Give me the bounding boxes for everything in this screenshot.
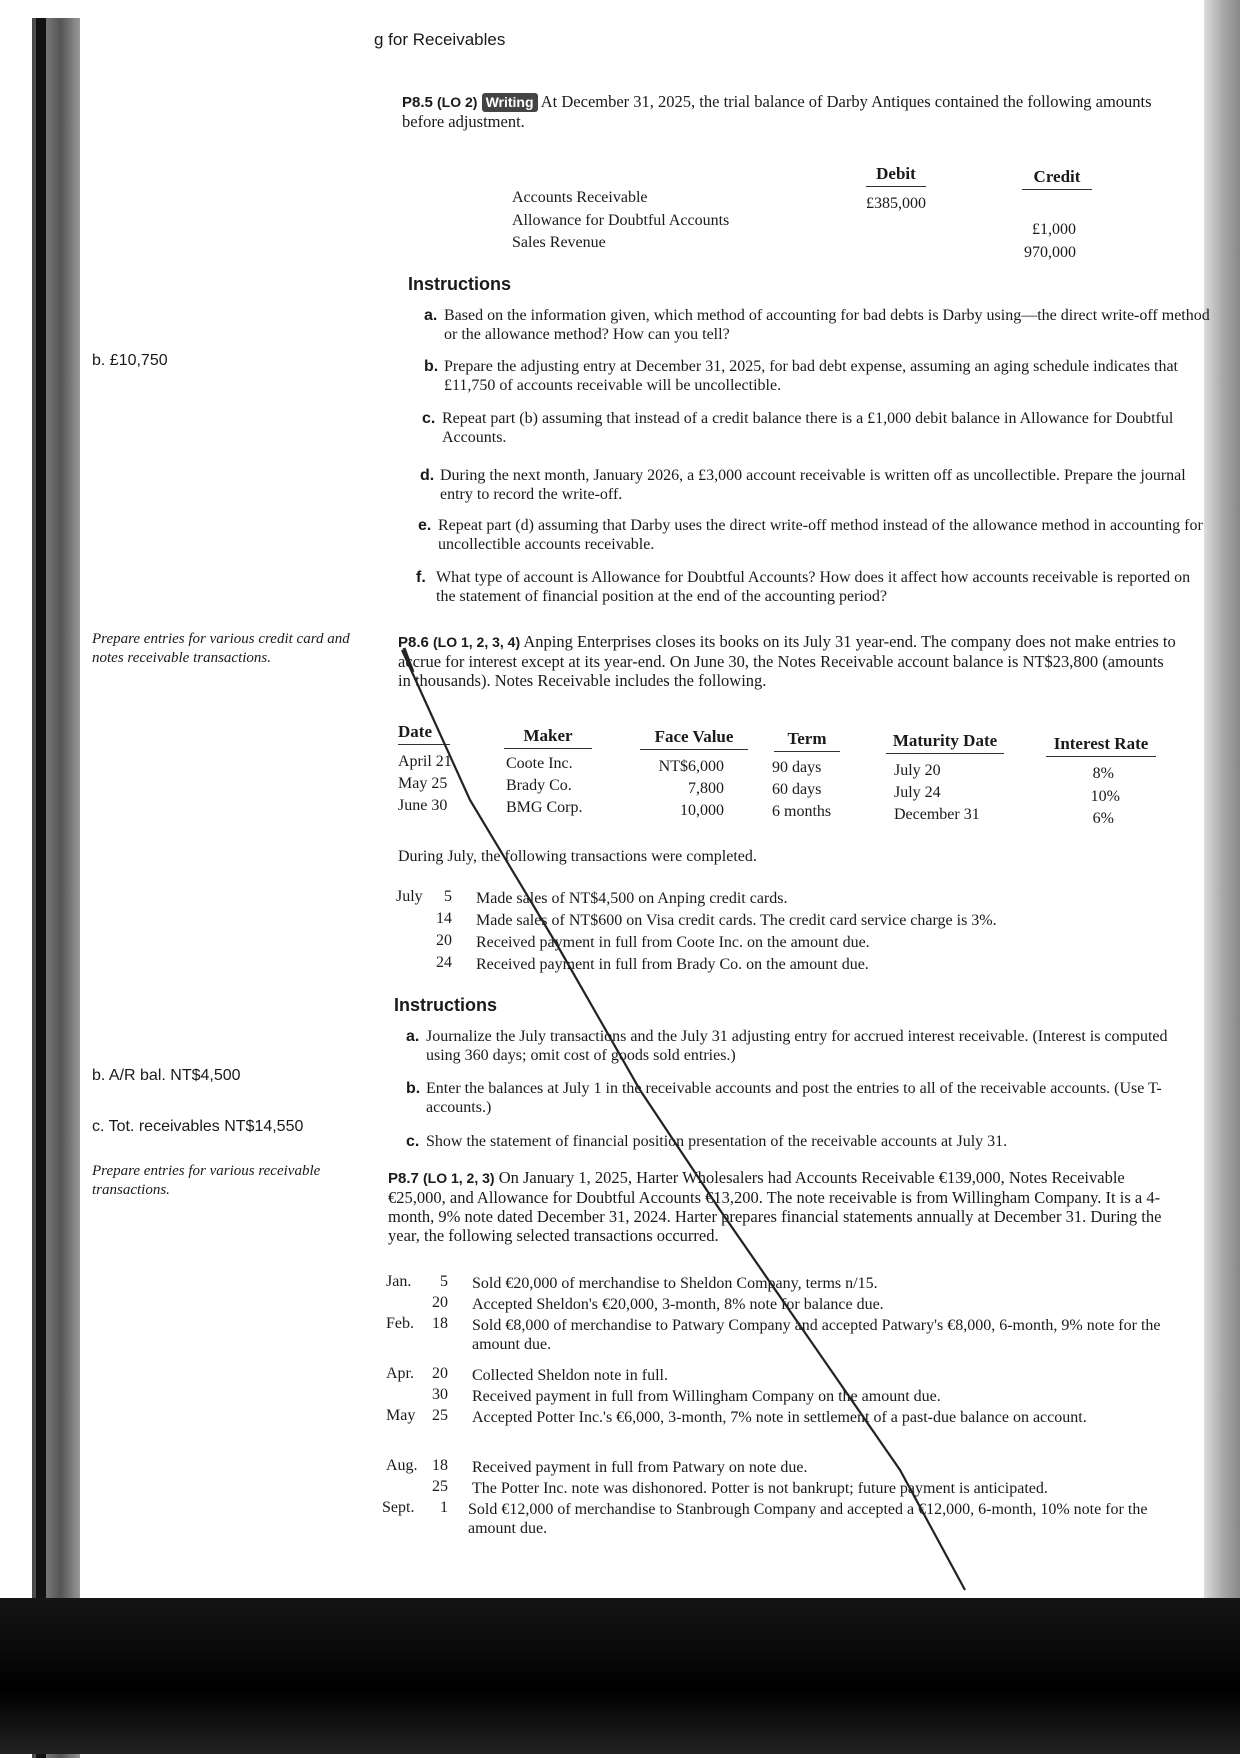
cell-maker: Coote Inc.	[506, 755, 573, 772]
tx-day: 30	[432, 1386, 448, 1403]
tx-text: Received payment in full from Willingham Company on the amount due.	[472, 1388, 941, 1405]
tx-day: 5	[440, 1273, 448, 1290]
tx-text: Received payment in full from Coote Inc. on the amount due.	[476, 934, 870, 951]
tx-day: 25	[432, 1407, 448, 1424]
tx-text: Accepted Sheldon's €20,000, 3-month, 8% note for balance due.	[472, 1296, 884, 1313]
margin-answer-p86-b: b. A/R bal. NT$4,500	[92, 1067, 241, 1084]
tx-day: 24	[436, 954, 452, 971]
tb-account: Sales Revenue	[512, 234, 606, 251]
tx-day: 1	[440, 1499, 448, 1516]
p86-during: During July, the following transactions were completed.	[398, 848, 757, 865]
tx-text: Sold €8,000 of merchandise to Patwary Company and accepted Patwary's €8,000, 6-month, 9% note for the amount due.	[472, 1317, 1161, 1353]
tb-account: Accounts Receivable	[512, 189, 648, 206]
instructions-heading: Instructions	[394, 995, 498, 1015]
tx-day: 25	[432, 1478, 448, 1495]
p85-intro-text: At December 31, 2025, the trial balance of Darby Antiques contained the following amounts before adjustment.	[402, 92, 1152, 131]
cell-date: April 21	[398, 753, 452, 770]
p86-intro-text: Anping Enterprises closes its books on its July 31 year-end. The company does not make entries to accrue for interest except at its year-end. On June 30, the Notes Receivable account balance is NT$23,800 (amounts in thousands). Notes Receivable includes the following.	[398, 632, 1176, 690]
margin-answer-p85: b. £10,750	[92, 352, 168, 369]
cell-date: May 25	[398, 775, 448, 792]
tx-month: Apr.	[386, 1365, 414, 1382]
margin-answer-p86-c: c. Tot. receivables NT$14,550	[92, 1118, 304, 1135]
tx-text: Accepted Potter Inc.'s €6,000, 3-month, 7% note in settlement of a past-due balance on account.	[472, 1409, 1087, 1426]
instruction-item: e. Repeat part (d) assuming that Darby uses the direct write-off method instead of the allowance method in accounting for uncollectible accounts receivable.	[418, 517, 1203, 553]
tx-day: 18	[432, 1315, 448, 1332]
learning-objective: (LO 2)	[436, 94, 478, 110]
debit-header: Debit	[866, 164, 926, 187]
tx-month: July	[396, 888, 423, 905]
margin-objective-p86: Prepare entries for various credit card and notes receivable transactions.	[92, 631, 350, 666]
col-header: Face Value	[640, 727, 748, 750]
tb-account: Allowance for Doubtful Accounts	[512, 212, 730, 229]
p87-intro-text: On January 1, 2025, Harter Wholesalers had Accounts Receivable €139,000, Notes Receivable €25,000, and Allowance for Doubtful Accounts €13,200. The note receivable is from Willingham Company. It is a 4-month, 9% note dated December 31, 2024. Harter prepares financial statements annually at December 31. During the year, the following selected transactions occurred.	[388, 1168, 1162, 1245]
tx-text: Sold €20,000 of merchandise to Sheldon Company, terms n/15.	[472, 1275, 878, 1292]
problem-number: P8.5	[402, 94, 433, 111]
tx-text: Collected Sheldon note in full.	[472, 1367, 668, 1384]
learning-objective: (LO 1, 2, 3, 4)	[432, 634, 521, 650]
tx-month: Sept.	[382, 1499, 415, 1516]
cell-term: 6 months	[772, 803, 832, 820]
instruction-item: a. Based on the information given, which method of accounting for bad debts is Darby using—the direct write-off method or the allowance method? How can you tell?	[424, 307, 1210, 343]
credit-header: Credit	[1022, 167, 1092, 190]
tx-day: 20	[436, 932, 452, 949]
tx-text: Made sales of NT$4,500 on Anping credit cards.	[476, 890, 788, 907]
cell-face-value: NT$6,000	[658, 758, 724, 775]
tx-month: Aug.	[386, 1457, 418, 1474]
instruction-item: d. During the next month, January 2026, a £3,000 account receivable is written off as uncollectible. Prepare the journal entry to record the write-off.	[420, 467, 1186, 503]
cell-maturity: July 20	[894, 762, 941, 779]
tb-debit: £385,000	[866, 195, 926, 212]
cell-rate: 10%	[1090, 788, 1120, 805]
tx-day: 18	[432, 1457, 448, 1474]
col-header: Maturity Date	[886, 731, 1004, 754]
running-head: g for Receivables	[374, 30, 506, 49]
instructions-heading: Instructions	[408, 274, 512, 294]
tx-day: 5	[444, 888, 452, 905]
cell-rate: 8%	[1092, 765, 1114, 782]
cell-date: June 30	[398, 797, 448, 814]
cell-maturity: December 31	[894, 806, 980, 823]
instruction-item: c. Repeat part (b) assuming that instead of a credit balance there is a £1,000 debit balance in Allowance for Doubtful Accounts.	[422, 410, 1174, 446]
cell-face-value: 7,800	[688, 780, 724, 797]
margin-objective-p87: Prepare entries for various receivable transactions.	[92, 1163, 321, 1198]
instruction-item: b. Prepare the adjusting entry at December 31, 2025, for bad debt expense, assuming an aging schedule indicates that £11,750 of accounts receivable will be uncollectible.	[424, 358, 1178, 394]
tx-day: 20	[432, 1294, 448, 1311]
cell-maker: Brady Co.	[506, 777, 572, 794]
tx-text: Received payment in full from Brady Co. on the amount due.	[476, 956, 869, 973]
cell-maturity: July 24	[894, 784, 941, 801]
tx-month: Feb.	[386, 1315, 414, 1332]
cell-face-value: 10,000	[680, 802, 724, 819]
tb-credit: £1,000	[1032, 221, 1076, 238]
col-header: Interest Rate	[1046, 734, 1156, 757]
col-header: Maker	[504, 726, 592, 749]
tx-month: May	[386, 1407, 416, 1424]
cell-term: 90 days	[772, 759, 822, 776]
tx-text: Sold €12,000 of merchandise to Stanbrough Company and accepted a €12,000, 6-month, 10% note for the amount due.	[468, 1501, 1148, 1537]
tx-month: Jan.	[386, 1273, 412, 1290]
instruction-item: a. Journalize the July transactions and the July 31 adjusting entry for accrued interest receivable. (Interest is computed using 360 days; omit cost of goods sold entries.)	[406, 1028, 1168, 1064]
tb-credit: 970,000	[1024, 244, 1076, 261]
cell-maker: BMG Corp.	[506, 799, 583, 816]
instruction-item: c. Show the statement of financial position presentation of the receivable accounts at July 31.	[406, 1133, 1008, 1150]
cell-rate: 6%	[1092, 810, 1114, 827]
tx-day: 14	[436, 910, 452, 927]
writing-tag: Writing	[482, 93, 538, 112]
tx-text: Made sales of NT$600 on Visa credit cards. The credit card service charge is 3%.	[476, 912, 997, 929]
col-header: Date	[398, 722, 450, 745]
problem-number: P8.7	[388, 1170, 419, 1187]
instruction-item: f. What type of account is Allowance for Doubtful Accounts? How does it affect how accounts receivable is reported on the statement of financial position at the end of the accounting period?	[416, 569, 1191, 605]
cell-term: 60 days	[772, 781, 822, 798]
tx-text: The Potter Inc. note was dishonored. Potter is not bankrupt; future payment is anticipated.	[472, 1480, 1048, 1497]
tx-text: Received payment in full from Patwary on note due.	[472, 1459, 808, 1476]
scan-edge-bottom	[0, 1598, 1240, 1754]
col-header: Term	[774, 729, 840, 752]
instruction-item: b. Enter the balances at July 1 in the receivable accounts and post the entries to all of the receivable accounts. (Use T-accounts.)	[406, 1080, 1162, 1116]
learning-objective: (LO 1, 2, 3)	[422, 1170, 495, 1186]
tx-day: 20	[432, 1365, 448, 1382]
problem-number: P8.6	[398, 634, 429, 651]
